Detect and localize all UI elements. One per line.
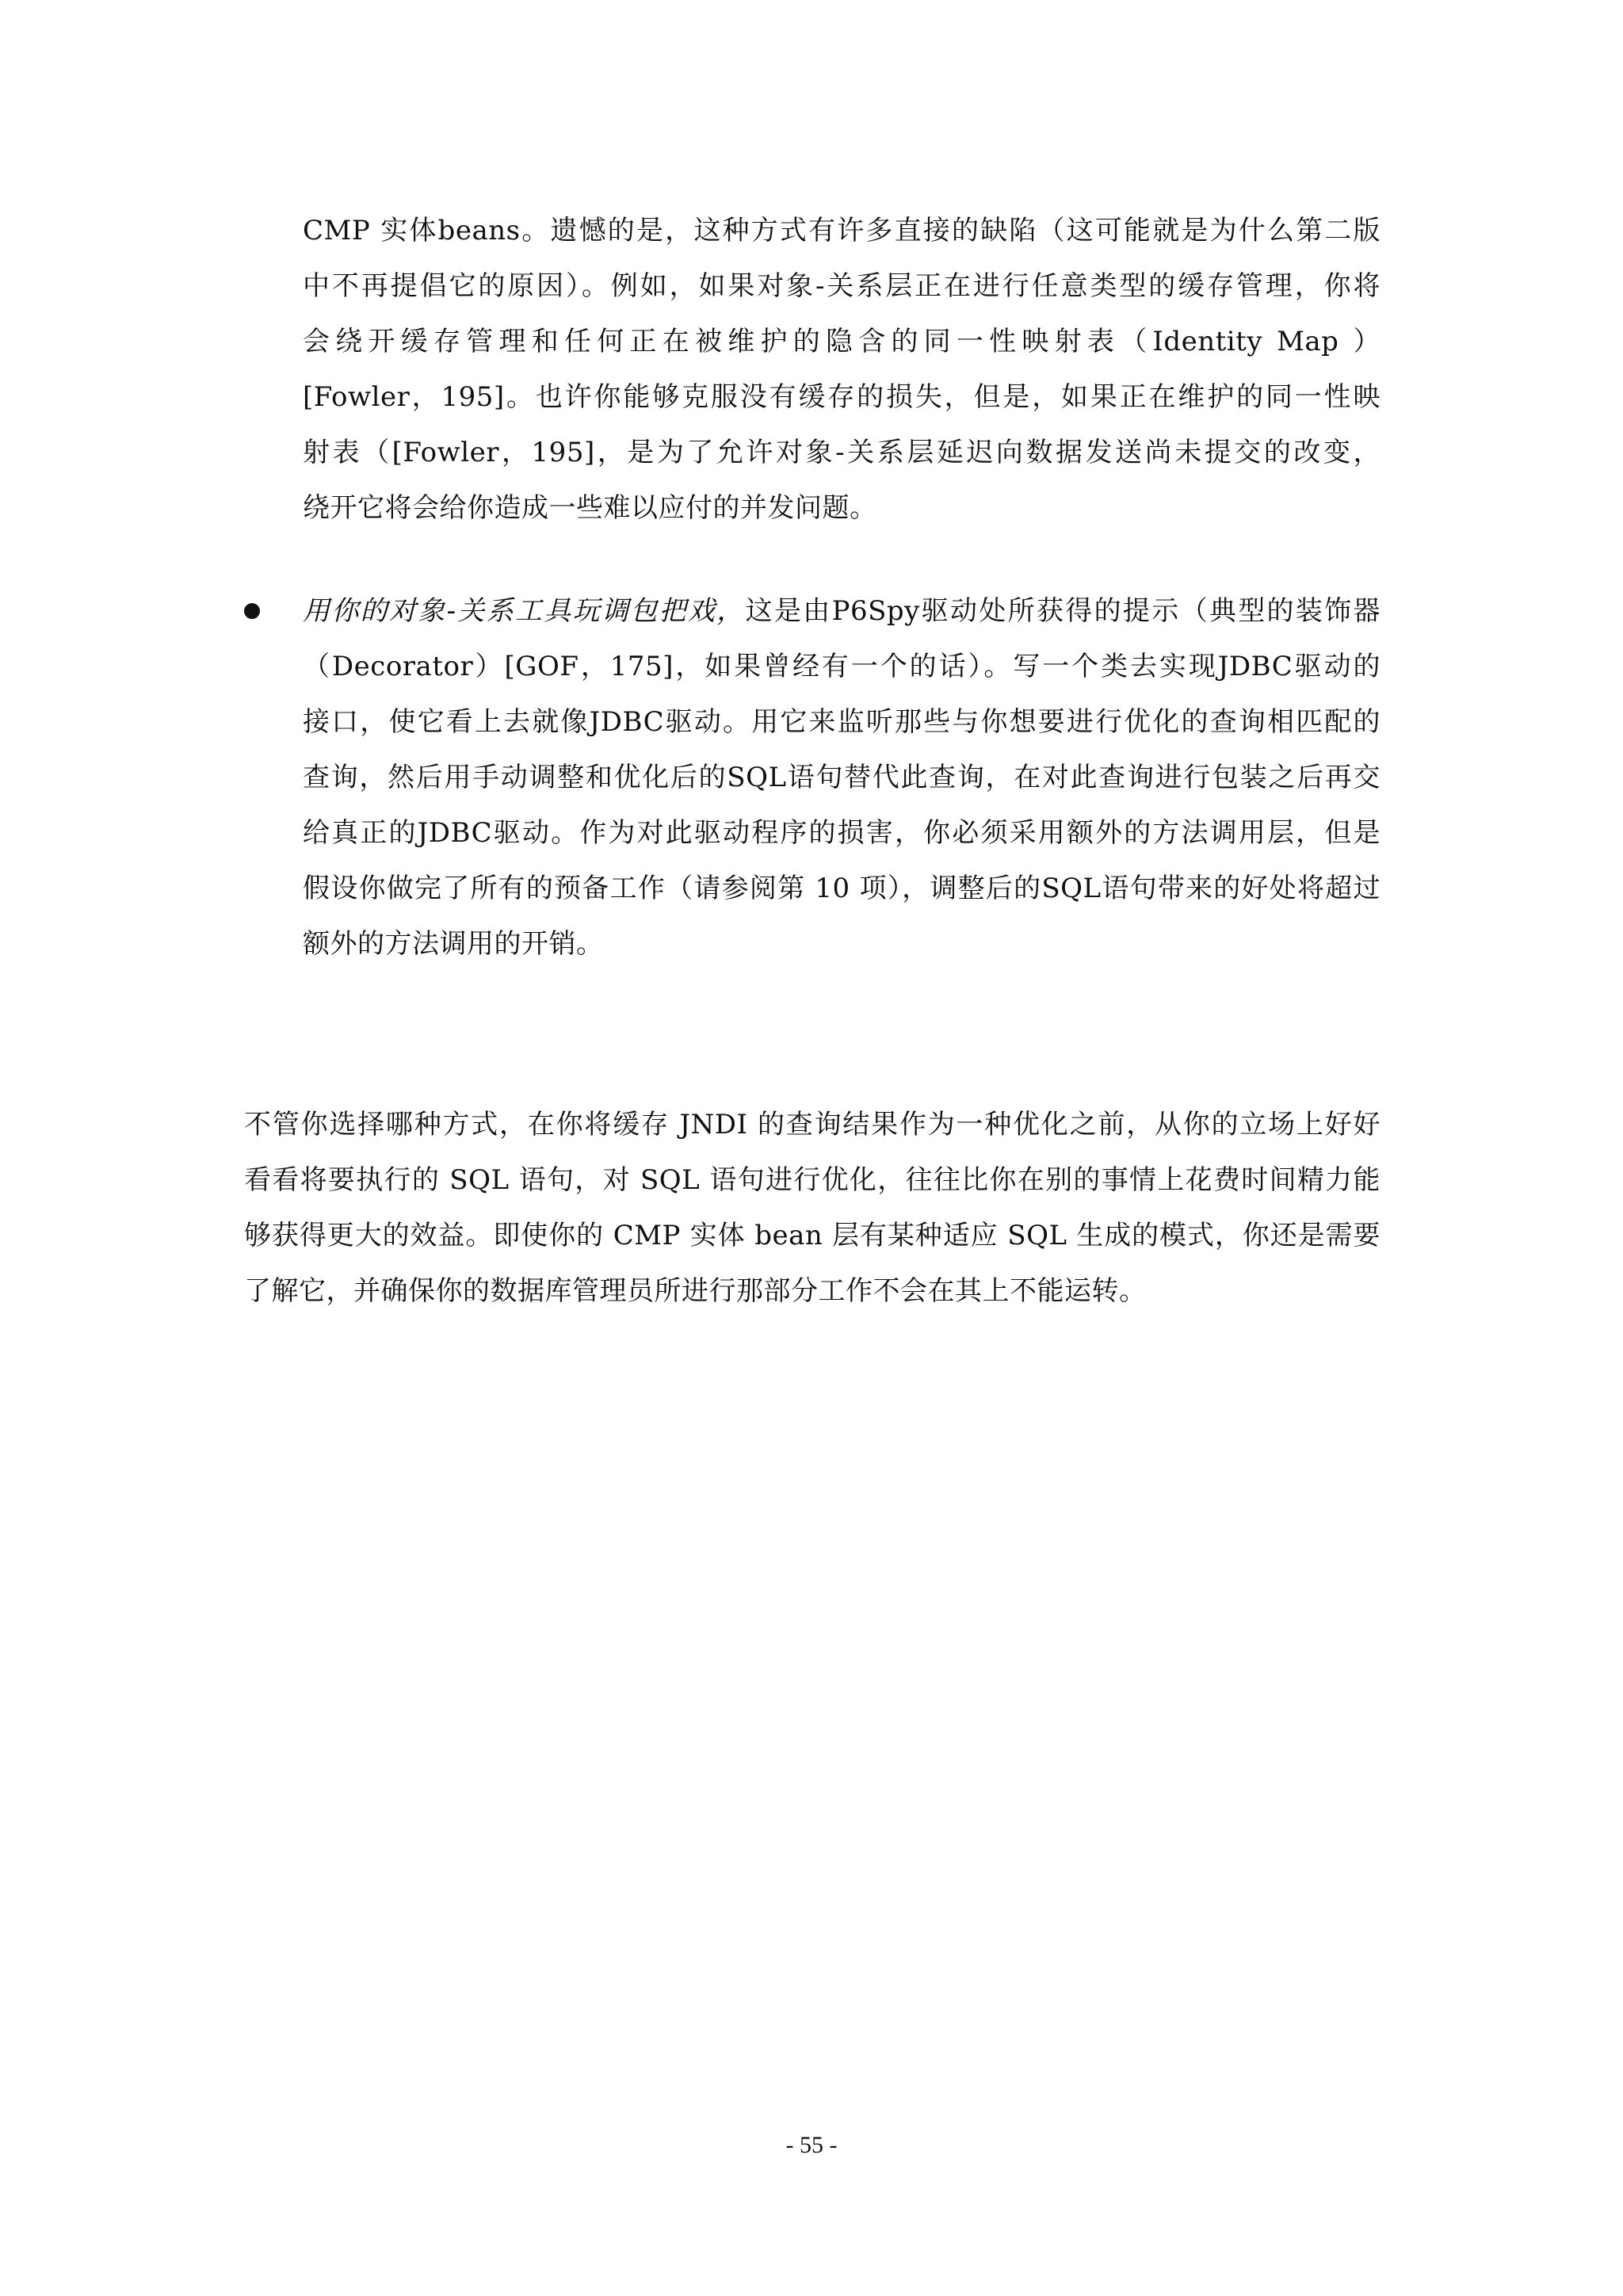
text-line: 看看将要执行的 SQL 语句，对 SQL 语句进行优化，往往比你在别的事情上花费时间精力能 [244,1164,1381,1196]
bullet-icon [244,603,260,619]
text-line: 接口，使它看上去就像JDBC驱动。用它来监听那些与你想要进行优化的查询相匹配的 [303,706,1381,738]
text-line: 额外的方法调用的开销。 [303,928,604,960]
text-line: 不管你选择哪种方式，在你将缓存 JNDI 的查询结果作为一种优化之前，从你的立场上好好 [244,1109,1381,1140]
bullet-item [303,583,1381,972]
body-paragraph [244,1097,1381,1319]
bullet-emphasis: 用你的对象-关系工具玩调包把戏， [303,595,746,627]
text-line: 射表（[Fowler，195]，是为了允许对象-关系层延迟向数据发送尚未提交的改变， [303,437,1381,468]
text-line: （Decorator）[GOF，175]，如果曾经有一个的话）。写一个类去实现JDBC驱动的 [303,651,1381,682]
bullet-first-line-rest: 这是由P6Spy驱动处所获得的提示（典型的装饰器 [745,595,1381,627]
text-line: 会绕开缓存管理和任何正在被维护的隐含的同一性映射表（Identity Map ） [303,326,1381,357]
text-line: 够获得更大的效益。即使你的 CMP 实体 bean 层有某种适应 SQL 生成的模式，你还是需要 [244,1220,1381,1251]
text-line: [Fowler，195]。也许你能够克服没有缓存的损失，但是，如果正在维护的同一性映 [303,381,1381,413]
text-line: 绕开它将会给你造成一些难以应付的并发问题。 [303,492,877,524]
text-line: 中不再提倡它的原因）。例如，如果对象-关系层正在进行任意类型的缓存管理，你将 [303,270,1381,302]
text-line: 查询，然后用手动调整和优化后的SQL语句替代此查询，在对此查询进行包装之后再交 [303,762,1381,793]
text-line: 给真正的JDBC驱动。作为对此驱动程序的损害，你必须采用额外的方法调用层，但是 [303,817,1381,849]
page-number: - 55 - [785,2132,838,2158]
text-line: 假设你做完了所有的预备工作（请参阅第 10 项），调整后的SQL语句带来的好处将超过 [303,873,1381,904]
continued-bullet-text [303,203,1381,536]
bullet-first-line [303,583,1381,639]
text-line: CMP 实体beans。遗憾的是，这种方式有许多直接的缺陷（这可能就是为什么第二版 [303,215,1381,246]
text-line: 了解它，并确保你的数据库管理员所进行那部分工作不会在其上不能运转。 [244,1275,1147,1307]
